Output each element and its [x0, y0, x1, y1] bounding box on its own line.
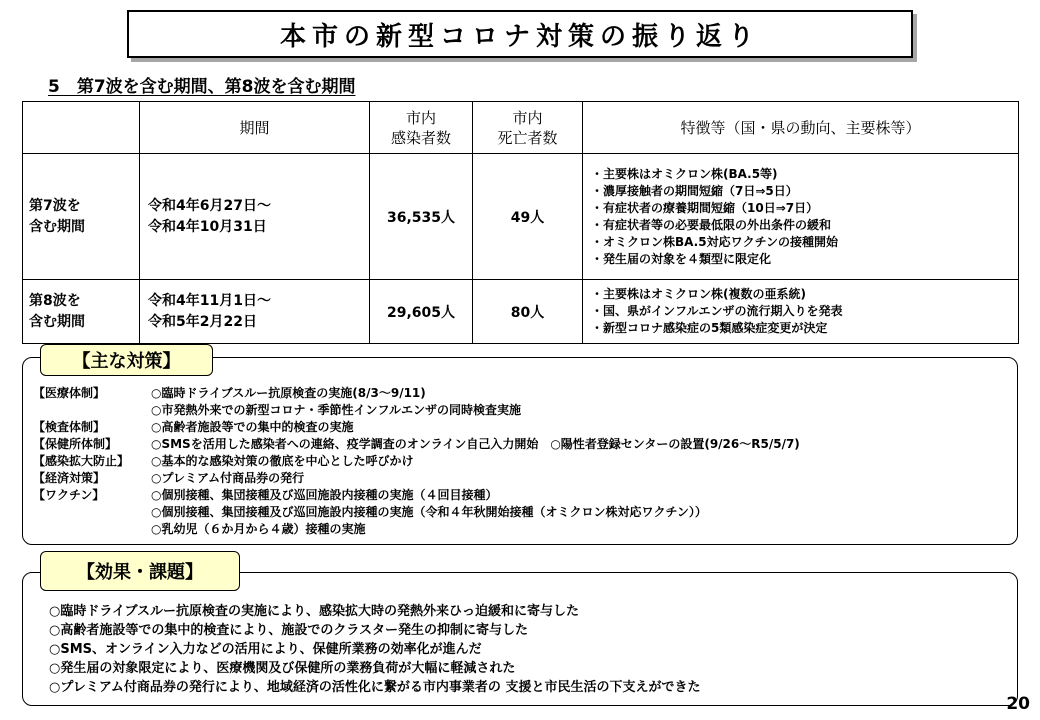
row-deaths: 49人: [473, 154, 583, 280]
feature-item: ・国、県がインフルエンザの流行期入りを発表: [591, 304, 843, 318]
measure-item: ○個別接種、集団接種及び巡回施設内接種の実施（４回目接種）: [151, 488, 498, 502]
measure-item: ○臨時ドライブスルー抗原検査の実施(8/3～9/11): [151, 386, 426, 400]
header-features: 特徴等（国・県の動向、主要株等）: [583, 102, 1019, 154]
feature-item: ・主要株はオミクロン株(複数の亜系統): [591, 287, 806, 301]
section-heading: 5 第7波を含む期間、第8波を含む期間: [48, 77, 356, 97]
feature-item: ・発生届の対象を４類型に限定化: [591, 251, 772, 266]
effect-item: ○臨時ドライブスルー抗原検査の実施により、感染拡大時の発熱外来ひっ迫緩和に寄与した: [49, 604, 580, 619]
measure-category: 【医療体制】: [33, 386, 106, 400]
measure-category: 【保健所体制】: [33, 437, 118, 451]
measure-row: [33, 453, 1009, 470]
row-infected: 29,605人: [370, 280, 473, 344]
feature-item: ・新型コロナ感染症の5類感染症変更が決定: [591, 321, 828, 335]
row-period: 令和4年6月27日～ 令和4年10月31日: [140, 154, 370, 280]
measure-row: [33, 385, 1009, 419]
measures-panel: [22, 357, 1018, 545]
table-row: [23, 154, 1019, 280]
effect-item: ○高齢者施設等での集中的検査により、施設でのクラスター発生の抑制に寄与した: [49, 623, 528, 638]
periods-table: [22, 101, 1019, 344]
measure-row: [33, 487, 1009, 538]
header-infected: 市内 感染者数: [370, 102, 473, 154]
measure-item: ○乳幼児（６か月から４歳）接種の実施: [151, 522, 366, 536]
header-period: 期間: [140, 102, 370, 154]
effects-list: [49, 602, 1007, 697]
feature-item: ・濃厚接触者の期間短縮（7日⇒5日）: [591, 183, 798, 198]
measure-row: [33, 470, 1009, 487]
measure-category: 【検査体制】: [33, 420, 106, 434]
row-infected: 36,535人: [370, 154, 473, 280]
measure-item: ○高齢者施設等での集中的検査の実施: [151, 420, 354, 434]
measure-row: [33, 419, 1009, 436]
page-title: 本市の新型コロナ対策の振り返り: [127, 10, 913, 58]
row-features: [583, 280, 1019, 344]
effect-item: ○SMS、オンライン入力などの活用により、保健所業務の効率化が進んだ: [49, 642, 482, 657]
measure-item: ○市発熱外来での新型コロナ・季節性インフルエンザの同時検査実施: [151, 403, 521, 417]
row-period: 令和4年11月1日～ 令和5年2月22日: [140, 280, 370, 344]
effects-label: 【効果・課題】: [40, 551, 240, 591]
page-number: 20: [1006, 694, 1030, 714]
effect-item: ○プレミアム付商品券の発行により、地域経済の活性化に繋がる市内事業者の 支援と市民生活の下支えができた: [49, 680, 701, 695]
feature-item: ・オミクロン株BA.5対応ワクチンの接種開始: [591, 234, 838, 249]
header-label: [23, 102, 140, 154]
measures-list: [33, 385, 1009, 538]
feature-item: ・有症状者等の必要最低限の外出条件の緩和: [591, 217, 832, 232]
table-row: [23, 280, 1019, 344]
measure-item: ○プレミアム付商品券の発行: [151, 471, 305, 485]
row-deaths: 80人: [473, 280, 583, 344]
effects-panel: [22, 572, 1018, 706]
measure-item: ○基本的な感染対策の徹底を中心とした呼びかけ: [151, 454, 414, 468]
row-features: [583, 154, 1019, 280]
measure-category: 【感染拡大防止】: [33, 454, 130, 468]
measure-row: [33, 436, 1009, 453]
row-label: 第8波を 含む期間: [23, 280, 140, 344]
effect-item: ○発生届の対象限定により、医療機関及び保健所の業務負荷が大幅に軽減された: [49, 661, 516, 676]
table-header-row: [23, 102, 1019, 154]
measure-item: ○個別接種、集団接種及び巡回施設内接種の実施（令和４年秋開始接種（オミクロン株対応ワクチン））: [151, 505, 707, 519]
measure-item: ○SMSを活用した感染者への連絡、疫学調査のオンライン自己入力開始 ○陽性者登録センターの設置(9/26～R5/5/7): [151, 437, 800, 451]
header-deaths: 市内 死亡者数: [473, 102, 583, 154]
feature-item: ・主要株はオミクロン株(BA.5等): [591, 166, 778, 181]
row-label: 第7波を 含む期間: [23, 154, 140, 280]
feature-item: ・有症状者の療養期間短縮（10日⇒7日）: [591, 200, 819, 215]
measures-label: 【主な対策】: [40, 344, 213, 376]
measure-category: 【ワクチン】: [33, 488, 105, 502]
measure-category: 【経済対策】: [33, 471, 106, 485]
